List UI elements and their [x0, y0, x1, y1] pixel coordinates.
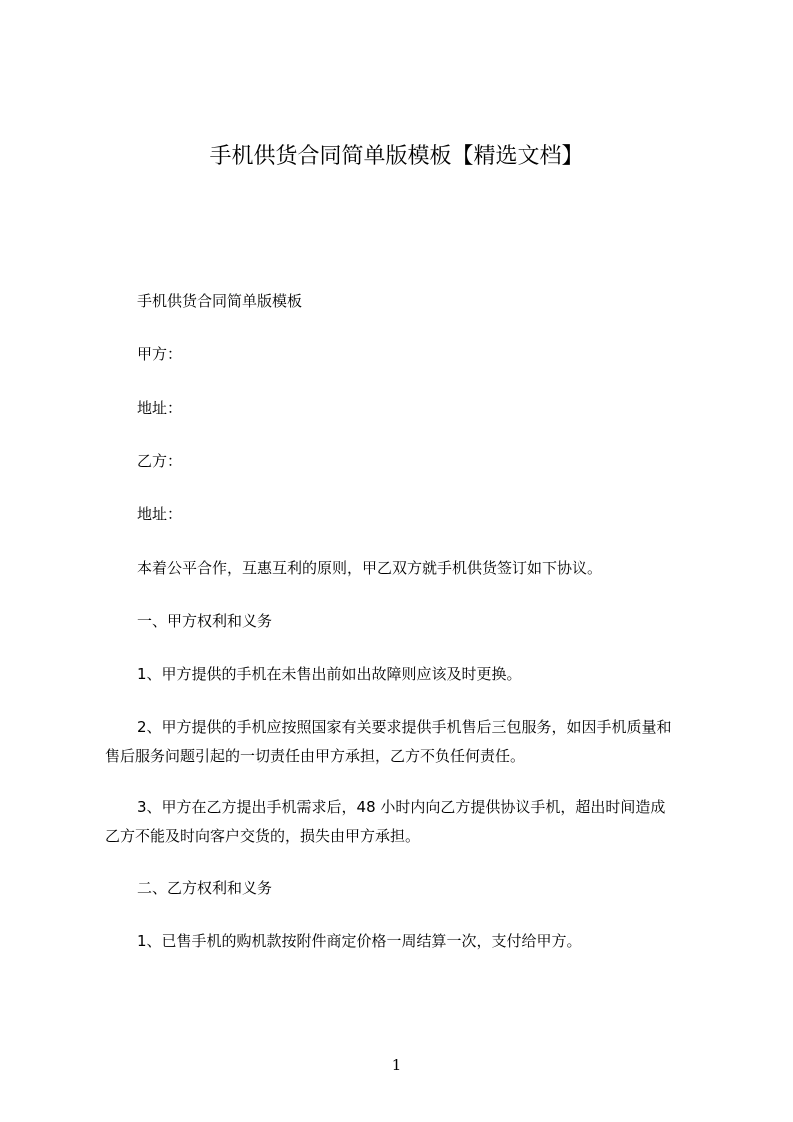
- contract-subtitle: 手机供货合同简单版模板: [137, 292, 303, 310]
- page-number: 1: [391, 1056, 402, 1074]
- section1-item-1: 1、甲方提供的手机在未售出前如出故障则应该及时更换。: [137, 665, 522, 683]
- section1-item-3: [105, 793, 717, 851]
- party-b-label: 乙方：: [137, 452, 183, 470]
- section1-item-3-line2: 乙方不能及时向客户交货的，损失由甲方承担。: [105, 827, 421, 845]
- section1-item-2-line2: 售后服务问题引起的一切责任由甲方承担，乙方不负任何责任。: [105, 747, 526, 765]
- intro-paragraph: 本着公平合作，互惠互利的原则，甲乙双方就手机供货签订如下协议。: [137, 559, 603, 577]
- section1-item-2-line1: 2、甲方提供的手机应按照国家有关要求提供手机售后三包服务，如因手机质量和: [137, 718, 672, 736]
- section2-item-1: 1、已售手机的购机款按附件商定价格一周结算一次，支付给甲方。: [137, 932, 582, 950]
- section1-heading: 一、甲方权利和义务: [137, 612, 273, 630]
- section1-item-2: [105, 713, 717, 771]
- party-a-label: 甲方：: [137, 345, 183, 363]
- document-title: 手机供货合同简单版模板【精选文档】: [209, 144, 584, 169]
- section2-heading: 二、乙方权利和义务: [137, 879, 273, 897]
- section1-item-3-line1: 3、甲方在乙方提出手机需求后，48 小时内向乙方提供协议手机，超出时间造成: [137, 798, 666, 816]
- party-a-address-label: 地址：: [137, 399, 183, 417]
- party-b-address-label: 地址：: [137, 505, 183, 523]
